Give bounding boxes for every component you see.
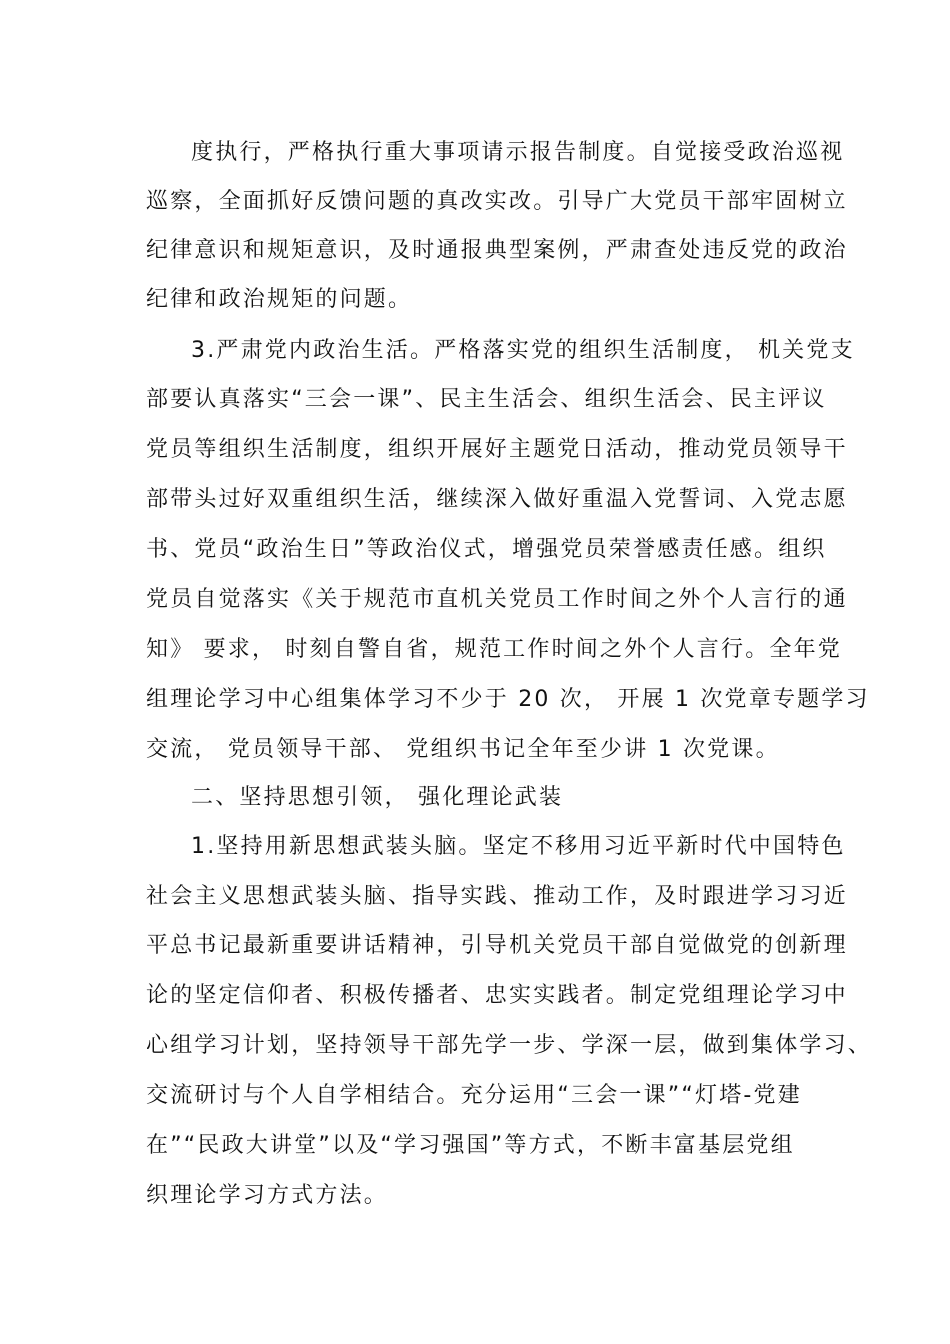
text-line-9: 书、党员“政治生日”等政治仪式，增强党员荣誉感责任感。组织 [146, 537, 827, 562]
text-line-2: 巡察，全面抓好反馈问题的真改实改。引导广大党员干部牢固树立 [146, 189, 848, 214]
text-line-7: 党员等组织生活制度，组织开展好主题党日活动，推动党员领导干 [146, 437, 848, 462]
text-line-18: 论的坚定信仰者、积极传播者、忠实实践者。制定党组理论学习中 [146, 983, 848, 1008]
text-line-17: 平总书记最新重要讲话精神，引导机关党员干部自觉做党的创新理 [146, 933, 848, 958]
text-line-20: 交流研讨与个人自学相结合。充分运用“三会一课”“灯塔-党建 [146, 1083, 802, 1108]
text-line-10: 党员自觉落实《关于规范市直机关党员工作时间之外个人言行的通 [146, 587, 848, 612]
text-line-16: 社会主义思想武装头脑、指导实践、推动工作，及时跟进学习习近 [146, 884, 848, 909]
text-line-1: 度执行，严格执行重大事项请示报告制度。自觉接受政治巡视 [191, 140, 845, 165]
text-line-13: 交流， 党员领导干部、 党组织书记全年至少讲 1 次党课。 [146, 737, 780, 762]
text-line-6: 部要认真落实“三会一课”、民主生活会、组织生活会、民主评议 [146, 387, 827, 412]
text-line-5: 3.严肃党内政治生活。严格落实党的组织生活制度， 机关党支 [191, 338, 855, 363]
text-line-3: 纪律意识和规矩意识，及时通报典型案例，严肃查处违反党的政治 [146, 238, 848, 263]
text-line-15: 1.坚持用新思想武装头脑。坚定不移用习近平新时代中国特色 [191, 834, 846, 859]
text-line-4: 纪律和政治规矩的问题。 [146, 287, 413, 312]
section-heading: 二、坚持思想引领， 强化理论武装 [191, 785, 564, 810]
text-line-11: 知》 要求， 时刻自警自省，规范工作时间之外个人言行。全年党 [146, 637, 842, 662]
text-line-12: 组理论学习中心组集体学习不少于 20 次， 开展 1 次党章专题学习 [146, 687, 870, 712]
text-line-22: 织理论学习方式方法。 [146, 1183, 389, 1208]
text-line-21: 在”“民政大讲堂”以及“学习强国”等方式，不断丰富基层党组 [146, 1133, 795, 1158]
text-line-19: 心组学习计划，坚持领导干部先学一步、学深一层，做到集体学习、 [146, 1033, 873, 1058]
text-line-8: 部带头过好双重组织生活，继续深入做好重温入党誓词、入党志愿 [146, 487, 848, 512]
